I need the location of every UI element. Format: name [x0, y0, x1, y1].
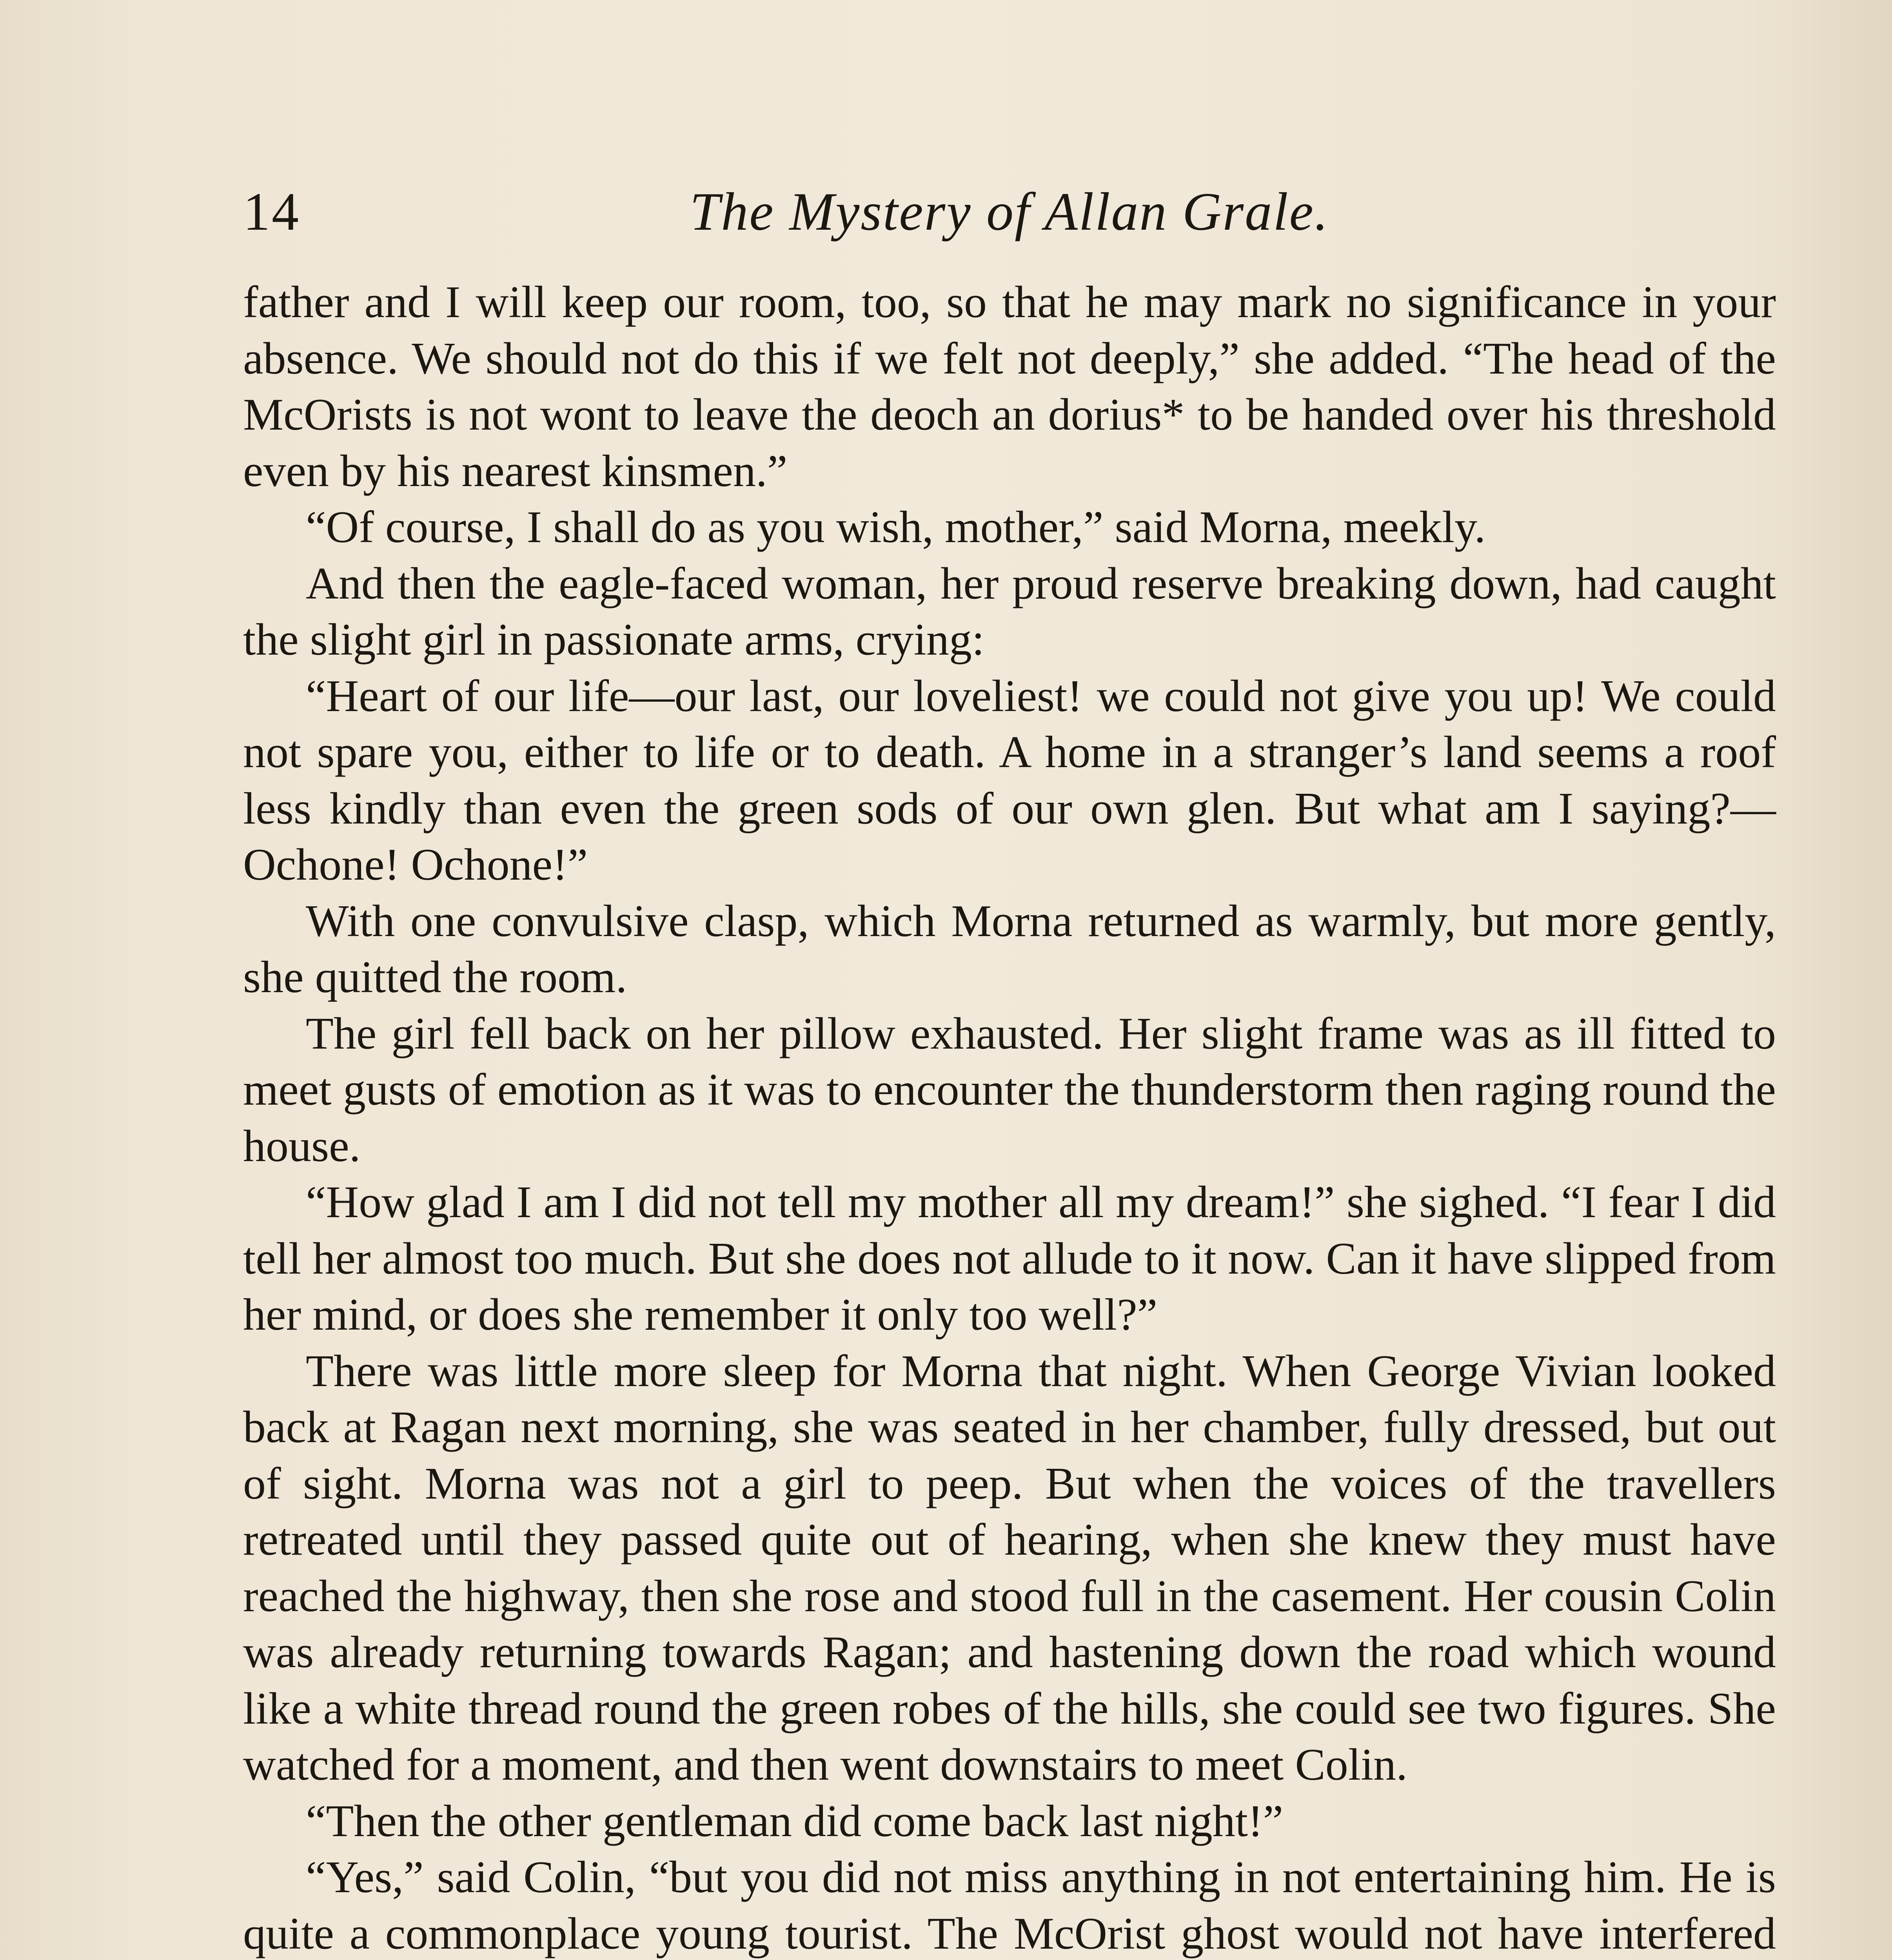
paragraph: “Then the other gentleman did come back last night!” — [306, 1796, 1284, 1846]
paragraph: “Yes,” said Colin, “but you did not miss anything in not entertaining him. He is quite a commonplace young tourist. The McOrist ghost would not have interfered — [243, 1852, 1776, 1959]
paragraph: With one convulsive clasp, which Morna returned as warmly, but more gently, she quitted the room. — [243, 896, 1776, 1002]
paragraph: “Heart of our life—our last, our loveliest! we could not give you up! We could not spare you, either to life or to death. A home in a stranger’s land seems a roof less kindly than even the green sods of our own glen. But what am I saying?—Ochone! Ochone!” — [243, 671, 1776, 890]
running-title: The Mystery of Allan Grale. — [690, 181, 1329, 241]
page-header — [243, 172, 1776, 251]
paragraph: And then the eagle-faced woman, her proud reserve breaking down, had caught the slight girl in passionate arms, crying: — [243, 558, 1776, 665]
paragraph: father and I will keep our room, too, so that he may mark no significance in your absence. We should not do this if we felt not deeply,” she added. “The head of the McOrists is not wont to leave the deoch an dorius* to be handed over his threshold even by his nearest kinsmen.” — [243, 277, 1776, 496]
paragraph: There was little more sleep for Morna that night. When George Vivian looked back at Ragan next morning, she was seated in her chamber, fully dressed, but out of sight. Morna was not a girl to peep. But when the voices of the travellers retreated until they passed quite out of hearing, when she knew they must have reached the highway, then she rose and stood full in the casement. Her cousin Colin was already returning towards Ragan; and hastening down the road which wound like a white thread round the green robes of the hills, she could see two figures. She watched for a moment, and then went downstairs to meet Colin. — [243, 1346, 1776, 1790]
page-number: 14 — [243, 181, 300, 241]
paragraph: “How glad I am I did not tell my mother all my dream!” she sighed. “I fear I did tell her almost too much. But she does not allude to it now. Can it have slipped from her mind, or does she remember it only too well?” — [243, 1177, 1776, 1340]
paragraph: “Of course, I shall do as you wish, mother,” said Morna, meekly. — [306, 502, 1486, 552]
body-text — [243, 274, 1776, 1960]
paragraph: The girl fell back on her pillow exhausted. Her slight frame was as ill fitted to meet gusts of emotion as it was to encounter the thunderstorm then raging round the house. — [243, 1008, 1776, 1171]
